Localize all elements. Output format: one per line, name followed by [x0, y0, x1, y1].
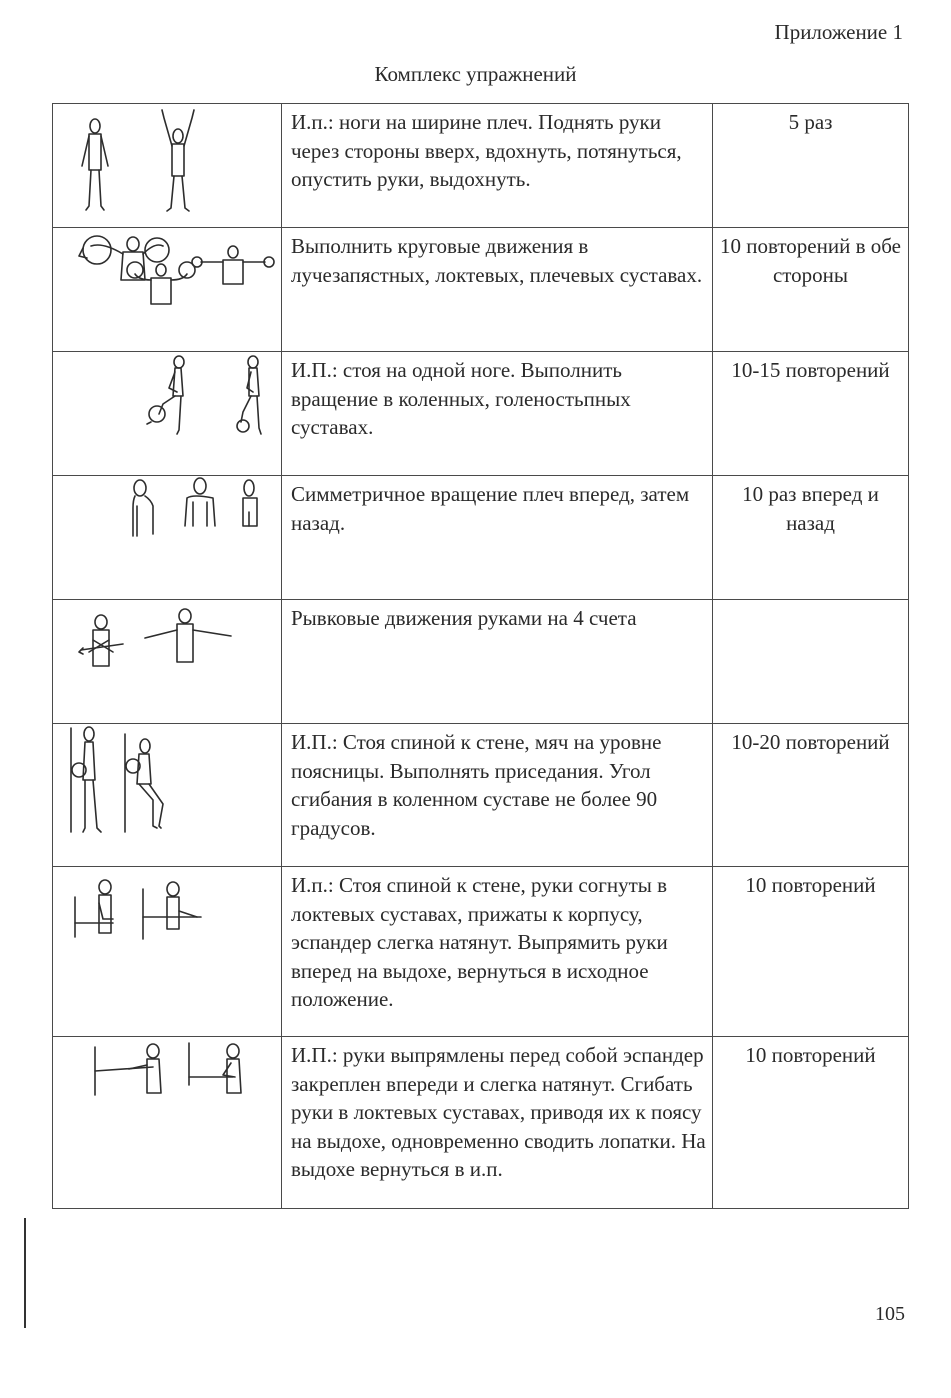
- table-row: [53, 867, 909, 1037]
- table-row: [53, 1037, 909, 1209]
- scan-margin-line: [24, 1218, 26, 1328]
- one-leg-knee-ankle-rotation-icon: [53, 352, 281, 474]
- page-number: 105: [875, 1303, 905, 1325]
- repetitions: 5 раз: [713, 104, 909, 228]
- illustration-cell: [53, 476, 282, 600]
- table-row: [53, 724, 909, 867]
- exercise-description: И.П.: Стоя спиной к стене, мяч на уровне поясницы. Выполнять приседания. Угол сгибания в коленном суставе не более 90 градусов.: [282, 724, 713, 867]
- two-figures-arms-raised-icon: [53, 104, 281, 226]
- exercise-table: [52, 103, 909, 1209]
- table-row: [53, 228, 909, 352]
- repetitions: 10 раз вперед и назад: [713, 476, 909, 600]
- exercise-description: Симметричное вращение плеч вперед, затем назад.: [282, 476, 713, 600]
- appendix-label: Приложение 1: [774, 20, 903, 44]
- illustration-cell: [53, 600, 282, 724]
- illustration-cell: [53, 724, 282, 867]
- wall-squat-with-ball-icon: [53, 724, 281, 864]
- repetitions: 10 повторений: [713, 1037, 909, 1209]
- illustration-cell: [53, 104, 282, 228]
- exercise-description: И.П.: руки выпрямлены перед собой эспандер закреплен впереди и слегка натянут. Сгибать руки в локтевых суставах, приводя их к поясу на выдохе, одновременно сводить лопатки. На выдохе вернуться в и.п.: [282, 1037, 713, 1209]
- exercise-description: И.п.: Стоя спиной к стене, руки согнуты в локтевых суставах, прижаты к корпусу, эспандер слегка натянут. Выпрямить руки вперед на выдохе, вернуться в исходное положение.: [282, 867, 713, 1037]
- illustration-cell: [53, 228, 282, 352]
- illustration-cell: [53, 1037, 282, 1209]
- arm-jerk-movements-icon: [53, 600, 281, 722]
- repetitions: [713, 600, 909, 724]
- table-row: [53, 104, 909, 228]
- illustration-cell: [53, 352, 282, 476]
- repetitions: 10 повторений: [713, 867, 909, 1037]
- expander-forward-press-icon: [53, 867, 281, 1035]
- circular-arm-joint-rotation-icon: [53, 228, 281, 350]
- exercise-description: И.п.: ноги на ширине плеч. Поднять руки через стороны вверх, вдохнуть, потянуться, опустить руки, выдохнуть.: [282, 104, 713, 228]
- repetitions: 10 повторений в обе стороны: [713, 228, 909, 352]
- table-row: [53, 600, 909, 724]
- shoulder-rotation-icon: [53, 476, 281, 598]
- exercise-description: Рывковые движения руками на 4 счета: [282, 600, 713, 724]
- page-title: Комплекс упражнений: [374, 62, 577, 86]
- table-row: [53, 352, 909, 476]
- exercise-description: И.П.: стоя на одной ноге. Выполнить вращение в коленных, голеностьпных суставах.: [282, 352, 713, 476]
- exercise-description: Выполнить круговые движения в лучезапястных, локтевых, плечевых суставах.: [282, 228, 713, 352]
- table-row: [53, 476, 909, 600]
- illustration-cell: [53, 867, 282, 1037]
- repetitions: 10-15 повторений: [713, 352, 909, 476]
- expander-row-icon: [53, 1037, 281, 1207]
- repetitions: 10-20 повторений: [713, 724, 909, 867]
